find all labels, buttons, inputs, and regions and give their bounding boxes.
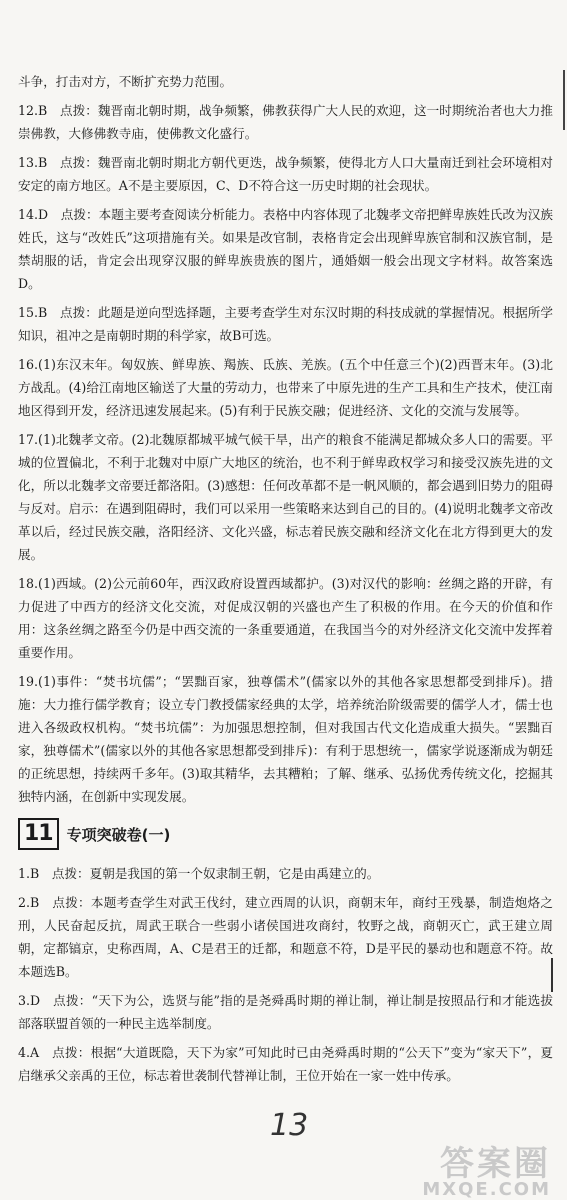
answer-item: 3.D 点拨：“天下为公，选贤与能”指的是尧舜禹时期的禅让制，禅让制是按照品行和才能选拔部落联盟首领的一种民主选举制度。 xyxy=(18,993,553,1031)
site-watermark xyxy=(422,1136,551,1200)
answer-item: 19.(1)事件：“焚书坑儒”；“罢黜百家，独尊儒术”(儒家以外的其他各家思想都受到排斥)。措施：大力推行儒学教育；设立专门教授儒家经典的太学，培养统治阶级需要的儒学人才，儒士也进入各级政权机构。“焚书坑儒”：为加强思想控制，但对我国古代文化造成重大损失。“罢黜百家，独尊儒术”(儒家以外的其他各家思想都受到排斥)：有利于思想统一，儒家学说逐渐成为朝廷的正统思想，持续两千多年。(3)取其精华，去其糟粕；了解、继承、弘扬优秀传统文化，挖掘其独特内涵，在创新中实现发展。 xyxy=(18,674,553,804)
answer-item: 17.(1)北魏孝文帝。(2)北魏原都城平城气候干旱，出产的粮食不能满足都城众多人口的需要。平城的位置偏北，不利于北魏对中原广大地区的统治，也不利于鲜卑政权学习和接受汉族先进的文化，所以北魏孝文帝要迁都洛阳。(3)感想：任何改革都不是一帆风顺的，都会遇到旧势力的阻碍与反对。启示：在遇到阻碍时，我们可以采用一些策略来达到自己的目的。(4)说明北魏孝文帝改革以后，经过民族交融，洛阳经济、文化兴盛，标志着民族交融和经济文化在北方得到更大的发展。 xyxy=(18,432,553,562)
answer-item: 18.(1)西域。(2)公元前60年，西汉政府设置西域都护。(3)对汉代的影响：丝绸之路的开辟，有力促进了中西方的经济文化交流，对促成汉朝的兴盛也产生了积极的作用。在今天的价值和作用：这条丝绸之路至今仍是中西交流的一条重要通道，在我国当今的对外经济文化交流中发挥着重要作用。 xyxy=(18,576,553,660)
binding-edge-mark xyxy=(551,958,561,992)
answer-item: 13.B 点拨：魏晋南北朝时期北方朝代更迭，战争频繁，使得北方人口大量南迁到社会环境相对安定的南方地区。A不是主要原因，C、D不符合这一历史时期的社会现状。 xyxy=(18,155,553,193)
answer-item: 斗争，打击对方，不断扩充势力范围。 xyxy=(18,74,233,89)
watermark-url: MXQE.COM xyxy=(422,1179,551,1200)
section-number: 11 xyxy=(18,818,59,850)
section-header xyxy=(18,818,553,850)
page-number: 13 xyxy=(270,1108,309,1143)
answer-item: 12.B 点拨：魏晋南北朝时期，战争频繁，佛教获得广大人民的欢迎，这一时期统治者也大力推崇佛教，大修佛教寺庙，使佛教文化盛行。 xyxy=(18,103,553,141)
answer-item: 14.D 点拨：本题主要考查阅读分析能力。表格中内容体现了北魏孝文帝把鲜卑族姓氏改为汉族姓氏，这与“改姓氏”这项措施有关。如果是改官制，表格肯定会出现鲜卑族官制和汉族官制，是禁胡服的话，肯定会出现穿汉服的鲜卑族贵族的图片，通婚姻一般会出现文字材料。故答案选D。 xyxy=(18,207,553,291)
answer-item: 4.A 点拨：根据“大道既隐，天下为家”可知此时已由尧舜禹时期的“公天下”变为“家天下”，夏启继承父亲禹的王位，标志着世袭制代替禅让制，王位开始在一家一姓中传承。 xyxy=(18,1045,553,1083)
section-title: 专项突破卷(一) xyxy=(66,825,171,844)
answer-item: 16.(1)东汉末年。匈奴族、鲜卑族、羯族、氐族、羌族。(五个中任意三个)(2)西晋末年。(3)北方战乱。(4)给江南地区输送了大量的劳动力，也带来了中原先进的生产工具和生产技术，使江南地区得到开发，经济迅速发展起来。(5)有利于民族交融；促进经济、文化的交流与发展等。 xyxy=(18,357,553,418)
page-edge-mark xyxy=(563,70,565,130)
answer-item: 15.B 点拨：此题是逆向型选择题，主要考查学生对东汉时期的科技成就的掌握情况。根据所学知识，祖冲之是南朝时期的科学家，故B可选。 xyxy=(18,305,553,343)
answer-item: 1.B 点拨：夏朝是我国的第一个奴隶制王朝，它是由禹建立的。 xyxy=(18,866,380,881)
answer-content xyxy=(18,72,553,1093)
watermark-logo-text: 答案圈 xyxy=(440,1144,551,1184)
answer-item: 2.B 点拨：本题考查学生对武王伐纣，建立西周的认识，商朝末年，商纣王残暴，制造炮烙之刑，人民奋起反抗，周武王联合一些弱小诸侯国进攻商纣，牧野之战，商朝灭亡，武王建立周朝，定都镐京，史称西周，A、C是君王的迁都，和题意不符，D是平民的暴动也和题意不符。故本题选B。 xyxy=(18,895,553,979)
